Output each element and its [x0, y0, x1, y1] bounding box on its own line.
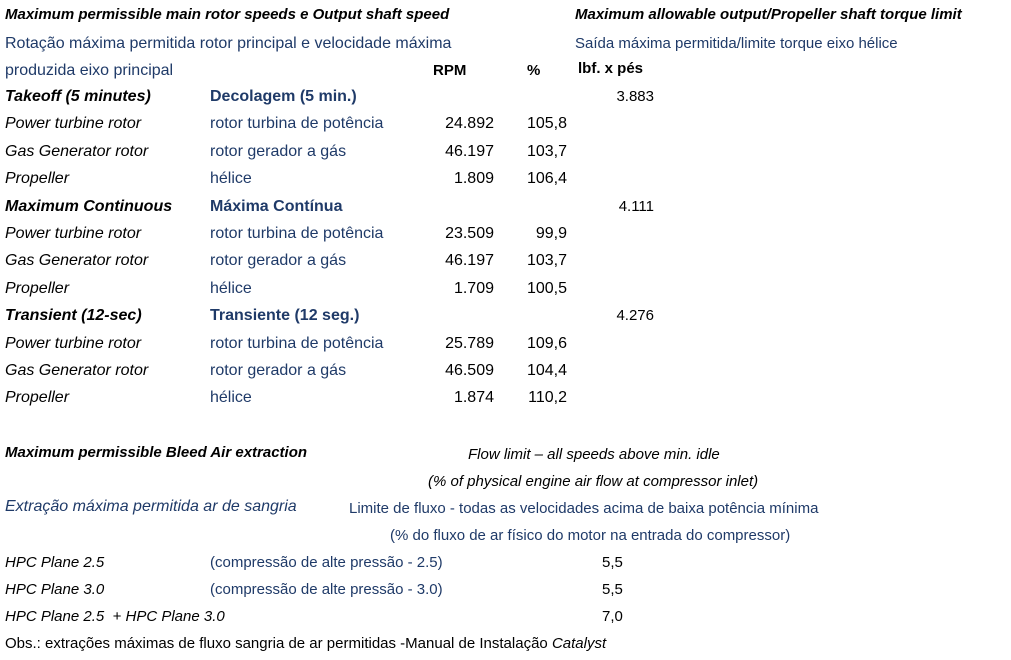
row-name-en: Gas Generator rotor: [5, 143, 149, 160]
section-title-en: Takeoff (5 minutes): [5, 88, 151, 105]
row-pct: 106,4: [526, 170, 567, 187]
row-name-pt: rotor gerador a gás: [210, 362, 347, 379]
row-name-pt: rotor turbina de potência: [210, 115, 384, 132]
col-header-pct: %: [527, 62, 541, 79]
row-rpm: 46.509: [445, 362, 494, 379]
row-name-en: Propeller: [5, 389, 70, 406]
bleed-row-value: 7,0: [602, 608, 623, 625]
col-header-rpm: RPM: [433, 62, 467, 79]
row-rpm: 46.197: [445, 143, 494, 160]
bleed-flow-en-line2: (% of physical engine air flow at compressor inlet): [428, 473, 759, 490]
row-rpm: 25.789: [445, 335, 494, 352]
row-rpm: 1.874: [453, 389, 494, 406]
bleed-title-pt: Extração máxima permitida ar de sangria: [5, 498, 297, 515]
row-pct: 110,2: [528, 389, 567, 406]
bleed-row-desc: (compressão de alte pressão - 3.0): [210, 581, 443, 598]
row-rpm: 24.892: [445, 115, 494, 132]
bleed-row-value: 5,5: [602, 554, 623, 571]
row-name-pt: rotor turbina de potência: [210, 225, 384, 242]
row-pct: 100,5: [526, 280, 567, 297]
bleed-row-name: HPC Plane 3.0: [5, 581, 105, 598]
row-name-en: Power turbine rotor: [5, 115, 142, 132]
obs-note: [5, 636, 606, 651]
section-title-en: Maximum Continuous: [5, 198, 173, 215]
section-title-pt: Decolagem (5 min.): [210, 88, 357, 105]
row-name-en: Gas Generator rotor: [5, 362, 149, 379]
bleed-row-desc: (compressão de alte pressão - 2.5): [210, 554, 443, 571]
row-pct: 103,7: [526, 252, 567, 269]
section-title-pt: Máxima Contínua: [210, 198, 343, 215]
section-title-en: Transient (12-sec): [5, 307, 142, 324]
title-pt-left-line2: produzida eixo principal: [5, 62, 174, 79]
row-rpm: 46.197: [445, 252, 494, 269]
bleed-flow-pt-line2: (% do fluxo de ar físico do motor na entrada do compressor): [390, 527, 791, 544]
row-rpm: 1.809: [453, 170, 494, 187]
row-name-pt: hélice: [210, 170, 252, 187]
row-name-pt: rotor turbina de potência: [210, 335, 384, 352]
row-name-pt: rotor gerador a gás: [210, 252, 347, 269]
bleed-row-value: 5,5: [602, 581, 623, 598]
row-name-en: Power turbine rotor: [5, 335, 142, 352]
row-name-en: Power turbine rotor: [5, 225, 142, 242]
row-name-pt: hélice: [210, 389, 252, 406]
row-pct: 105,8: [526, 115, 567, 132]
row-rpm: 23.509: [445, 225, 494, 242]
row-rpm: 1.709: [453, 280, 494, 297]
obs-catalyst: Catalyst: [551, 635, 607, 652]
section-title-pt: Transiente (12 seg.): [210, 307, 360, 324]
title-en-right: Maximum allowable output/Propeller shaft torque limit: [575, 6, 962, 23]
title-pt-right: Saída máxima permitida/limite torque eixo hélice: [575, 35, 898, 52]
col-header-torque: lbf. x pés: [578, 60, 644, 77]
row-name-pt: hélice: [210, 280, 252, 297]
row-pct: 99,9: [535, 225, 567, 242]
title-en-left: Maximum permissible main rotor speeds e Output shaft speed: [5, 6, 450, 23]
bleed-flow-en-line1: Flow limit – all speeds above min. idle: [468, 446, 720, 463]
row-pct: 104,4: [526, 362, 567, 379]
row-name-en: Propeller: [5, 170, 70, 187]
section-torque: 4.276: [616, 307, 654, 324]
bleed-row-name: HPC Plane 2.5 + HPC Plane 3.0: [5, 608, 225, 625]
section-torque: 3.883: [616, 88, 654, 105]
title-pt-left-line1: Rotação máxima permitida rotor principal e velocidade máxima: [5, 35, 452, 52]
row-name-en: Gas Generator rotor: [5, 252, 149, 269]
row-pct: 103,7: [526, 143, 567, 160]
row-name-en: Propeller: [5, 280, 70, 297]
row-name-pt: rotor gerador a gás: [210, 143, 347, 160]
row-pct: 109,6: [526, 335, 567, 352]
obs-text: Obs.: extrações máximas de fluxo sangria de ar permitidas -Manual de Instalação: [5, 635, 548, 652]
bleed-flow-pt-line1: Limite de fluxo - todas as velocidades acima de baixa potência mínima: [349, 500, 819, 517]
bleed-row-name: HPC Plane 2.5: [5, 554, 105, 571]
bleed-title-en: Maximum permissible Bleed Air extraction: [5, 444, 308, 461]
section-torque: 4.111: [618, 198, 654, 215]
